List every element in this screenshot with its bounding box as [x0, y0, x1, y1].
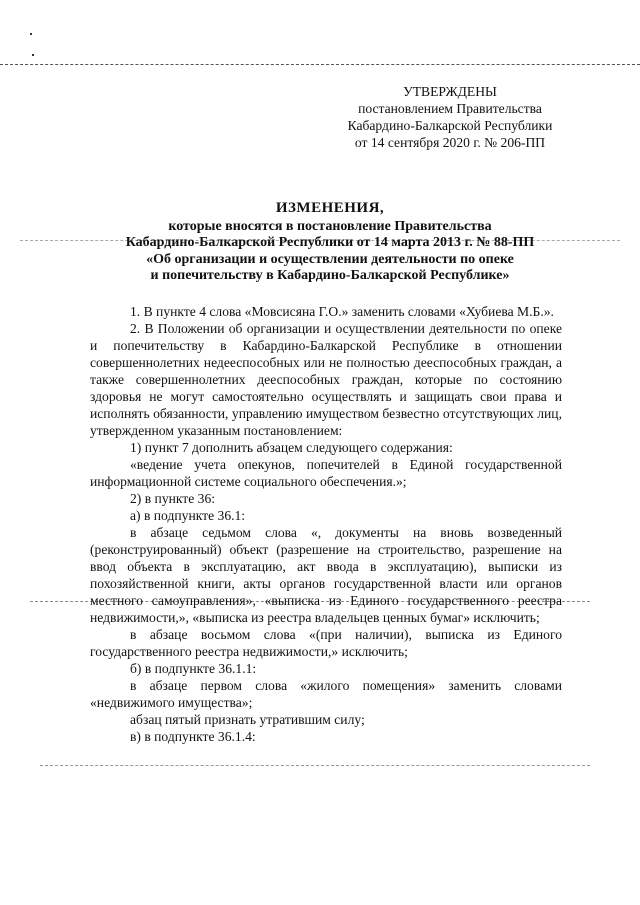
- paragraph: 1. В пункте 4 слова «Мовсисяна Г.О.» заменить словами «Хубиева М.Б.».: [130, 304, 554, 319]
- approval-line: от 14 сентября 2020 г. № 206-ПП: [354, 135, 546, 150]
- paragraph: абзац пятый признать утратившим силу;: [130, 712, 365, 727]
- title-line: и попечительству в Кабардино-Балкарской Республике»: [150, 268, 510, 283]
- paragraph: а) в подпункте 36.1:: [130, 508, 246, 523]
- approval-line: постановлением Правительства: [358, 101, 542, 116]
- paragraph: б) в подпункте 36.1.1:: [130, 661, 257, 676]
- paragraph: в абзаце восьмом слова «(при наличии), выписка из Единого государственного реестра недвижимости,» исключить;: [90, 627, 562, 659]
- title-line: «Об организации и осуществлении деятельности по опеке: [146, 251, 514, 267]
- scan-line-top: [0, 64, 640, 65]
- title-main: ИЗМЕНЕНИЯ,: [275, 200, 385, 216]
- scan-line-lower: [40, 765, 590, 766]
- approval-line: Кабардино-Балкарской Республики: [347, 118, 553, 133]
- approval-line: УТВЕРЖДЕНЫ: [403, 84, 497, 99]
- paragraph: 2. В Положении об организации и осуществлении деятельности по опеке и попечительству в Кабардино-Балкарской Республике в отношении совершеннолетних недееспособных или не полностью дееспособных граждан, а также совершеннолетних дееспособных граждан, которые по состоянию здоровья не могут самостоятельно осуществлять и защищать свои права и исполнять обязанности, управлению имуществом безвестно отсутствующих лиц, утвержденном указанным постановлением:: [90, 321, 562, 438]
- document-title: [90, 200, 570, 285]
- paragraph: 2) в пункте 36:: [130, 491, 216, 506]
- title-line: которые вносятся в постановление Правительства: [168, 218, 492, 234]
- title-line: Кабардино-Балкарской Республики от 14 марта 2013 г. № 88-ПП: [125, 235, 535, 250]
- scan-dot: [32, 54, 34, 56]
- paragraph: «ведение учета опекунов, попечителей в Единой государственной информационной системе социального обеспечения.»;: [90, 457, 562, 489]
- paragraph: в абзаце седьмом слова «, документы на вновь возведенный (реконструированный) объект (разрешение на строительство, разрешение на ввод объекта в эксплуатацию, акт ввода в эксплуатацию), выписки из похозяйственной книги, акты органов государственной власти или органов местного самоуправления», «выписка из Единого государственного реестра недвижимости,», «выписка из реестра владельцев ценных бумаг» исключить;: [90, 525, 562, 625]
- scan-dot: [30, 33, 32, 35]
- paragraph: 1) пункт 7 дополнить абзацем следующего содержания:: [130, 440, 453, 455]
- approval-block: [330, 83, 570, 151]
- paragraph: в абзаце первом слова «жилого помещения» заменить словами «недвижимого имущества»;: [90, 678, 562, 710]
- paragraph: в) в подпункте 36.1.4:: [130, 729, 256, 744]
- document-body: [90, 303, 562, 745]
